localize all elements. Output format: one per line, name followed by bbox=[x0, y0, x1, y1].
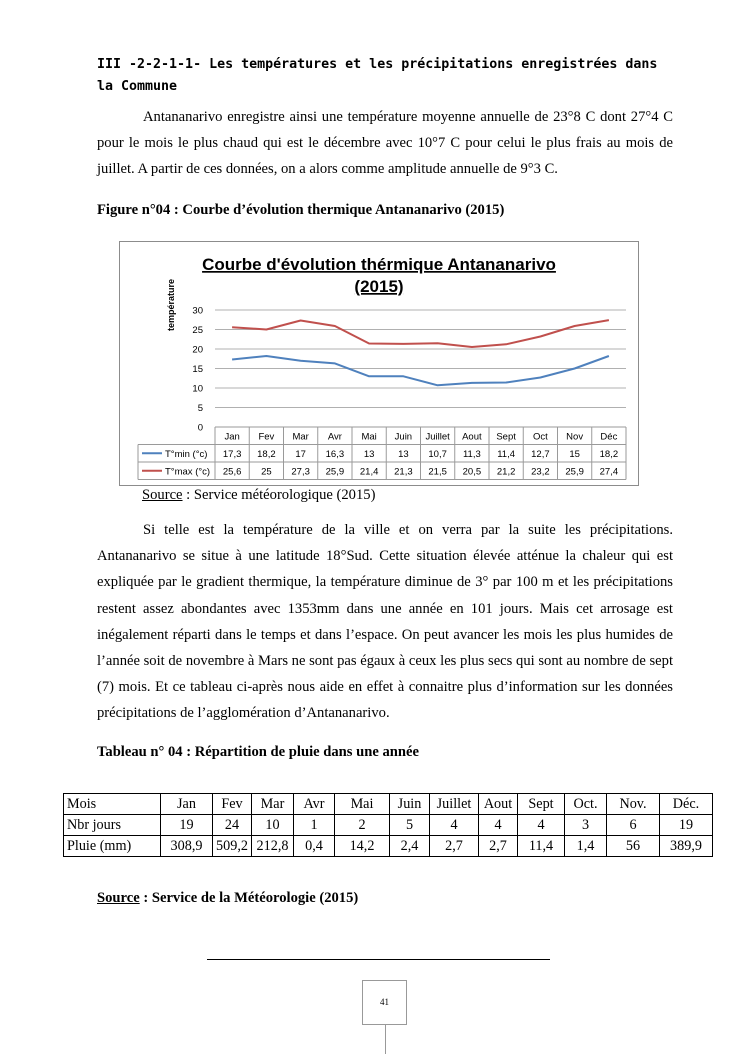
figure-caption: Figure n°04 : Courbe d’évolution thermique Antananarivo (2015) bbox=[97, 202, 505, 218]
table-cell: Nbr jours bbox=[64, 815, 161, 836]
table-cell: 509,2 bbox=[213, 836, 252, 857]
x-tick-label: Juin bbox=[394, 431, 413, 443]
table-cell: 2,7 bbox=[479, 836, 518, 857]
x-tick-label: Juillet bbox=[425, 431, 450, 443]
table-cell: 2,7 bbox=[430, 836, 479, 857]
table-cell: 0,4 bbox=[294, 836, 335, 857]
table-cell: 308,9 bbox=[161, 836, 213, 857]
y-tick-label: 5 bbox=[197, 403, 203, 414]
paragraph-precipitation: Si telle est la température de la ville et on verra par la suite les précipitations. Antananarivo se situe à une latitude 18°Sud. Cette situation élevée atténue la chaleur qui est expliquée par le gradient thermique, la température diminue de 3° par 100 m et les précipitations restent assez abondantes avec 1353mm dans une année en 101 jours. Mais cet arrosage est inégalement réparti dans le temps et dans l’espace. On peut avancer les mois les plus humides de l’année soit de novembre à Mars ne sont pas égaux à ceux les plus secs qui sont au nombre de sept (7) mois. Et ce tableau ci-après nous aide en effet à connaitre plus d’information sur les données précipitations de l’agglomération d’Antananarivo. bbox=[97, 522, 673, 722]
x-tick-label: Sept bbox=[496, 431, 516, 443]
data-label: 17 bbox=[295, 449, 306, 460]
table-row bbox=[64, 815, 713, 836]
table-cell: 2,4 bbox=[390, 836, 430, 857]
series-line-tmax bbox=[232, 320, 609, 347]
temperature-chart bbox=[119, 241, 639, 486]
table-cell: Déc. bbox=[660, 794, 713, 815]
table-cell: Avr bbox=[294, 794, 335, 815]
table-source: Source : Service de la Météorologie (2015) bbox=[97, 890, 359, 906]
x-tick-label: Mar bbox=[292, 431, 309, 443]
x-tick-label: Nov bbox=[566, 431, 584, 443]
table-cell: 14,2 bbox=[335, 836, 390, 857]
x-tick-label: Oct bbox=[532, 431, 548, 443]
table-cell: 24 bbox=[213, 815, 252, 836]
series-line-tmin bbox=[232, 356, 609, 385]
table-cell: 212,8 bbox=[252, 836, 294, 857]
data-label: 21,5 bbox=[428, 466, 447, 478]
data-label: 21,4 bbox=[359, 466, 379, 478]
table-cell: Mai bbox=[335, 794, 390, 815]
table-cell: Oct. bbox=[565, 794, 607, 815]
section-heading: III -2-2-1-1- Les températures et les précipitations enregistrées dans la Commune bbox=[97, 57, 658, 94]
table-cell: 6 bbox=[607, 815, 660, 836]
table-cell: Juin bbox=[390, 794, 430, 815]
table-cell: Jan bbox=[161, 794, 213, 815]
data-label: 21,3 bbox=[394, 466, 413, 478]
data-label: 25,9 bbox=[325, 466, 345, 478]
table-cell: 1 bbox=[294, 815, 335, 836]
data-label: 13 bbox=[363, 449, 375, 460]
data-label: 27,3 bbox=[291, 466, 310, 478]
table-row bbox=[64, 836, 713, 857]
data-label: 11,3 bbox=[462, 449, 481, 460]
table-cell: 19 bbox=[660, 815, 713, 836]
data-label: 18,2 bbox=[257, 449, 276, 460]
data-label: 13 bbox=[398, 449, 409, 460]
table-cell: Fev bbox=[213, 794, 252, 815]
table-cell: 10 bbox=[252, 815, 294, 836]
page-number-stem bbox=[385, 1024, 386, 1054]
data-label: 17,3 bbox=[222, 449, 242, 460]
data-label: 10,7 bbox=[428, 449, 447, 460]
table-cell: 4 bbox=[479, 815, 518, 836]
y-tick-label: 15 bbox=[192, 364, 203, 375]
data-label: 16,3 bbox=[325, 449, 345, 460]
table-cell: 1,4 bbox=[565, 836, 607, 857]
table-cell: Sept bbox=[518, 794, 565, 815]
chart-title: (2015) bbox=[354, 277, 404, 296]
table-cell: Pluie (mm) bbox=[64, 836, 161, 857]
y-tick-label: 30 bbox=[192, 305, 203, 317]
x-tick-label: Jan bbox=[224, 431, 240, 443]
table-cell: 389,9 bbox=[660, 836, 713, 857]
data-label: 18,2 bbox=[599, 449, 619, 460]
data-label: 25,6 bbox=[222, 466, 242, 478]
temperature-chart-svg bbox=[120, 242, 638, 485]
x-tick-label: Avr bbox=[327, 431, 342, 443]
table-cell: 3 bbox=[565, 815, 607, 836]
data-label: 23,2 bbox=[531, 466, 550, 478]
table-cell: 56 bbox=[607, 836, 660, 857]
rain-table bbox=[63, 793, 713, 857]
data-label: 15 bbox=[569, 449, 580, 460]
data-label: 20,5 bbox=[462, 466, 482, 478]
x-tick-label: Fev bbox=[258, 431, 275, 443]
paragraph-temperatures: Antananarivo enregistre ainsi une température moyenne annuelle de 23°8 C dont 27°4 C pour le mois le plus chaud qui est le décembre avec 10°7 C pour celui le plus frais au mois de juillet. A partir de ces données, on a alors comme amplitude annuelle de 9°3 C. bbox=[97, 109, 673, 178]
table-cell: 4 bbox=[518, 815, 565, 836]
data-label: 27,4 bbox=[599, 466, 619, 478]
page-number: 41 bbox=[362, 980, 407, 1025]
footer-divider bbox=[207, 959, 550, 960]
chart-title: Courbe d'évolution thérmique Antananarivo bbox=[202, 255, 556, 274]
data-label: 21,2 bbox=[496, 466, 516, 478]
table-header-row bbox=[64, 794, 713, 815]
x-tick-label: Déc bbox=[600, 431, 618, 443]
x-tick-label: Mai bbox=[361, 431, 377, 443]
legend-label: T°max (°c) bbox=[165, 466, 211, 478]
data-label: 12,7 bbox=[531, 449, 550, 460]
table-cell: 19 bbox=[161, 815, 213, 836]
figure-source: Source : Service météorologique (2015) bbox=[142, 487, 376, 503]
table-caption: Tableau n° 04 : Répartition de pluie dans une année bbox=[97, 744, 419, 760]
table-cell: 11,4 bbox=[518, 836, 565, 857]
y-tick-label: 20 bbox=[192, 344, 203, 356]
legend-label: T°min (°c) bbox=[165, 449, 208, 460]
y-axis-label: température bbox=[166, 278, 176, 332]
table-cell: 5 bbox=[390, 815, 430, 836]
data-label: 11,4 bbox=[497, 449, 516, 460]
table-cell: Mois bbox=[64, 794, 161, 815]
table-cell: Juillet bbox=[430, 794, 479, 815]
y-tick-label: 0 bbox=[197, 422, 203, 434]
data-label: 25 bbox=[261, 466, 272, 478]
x-tick-label: Aout bbox=[462, 431, 482, 443]
data-label: 25,9 bbox=[565, 466, 584, 478]
table-cell: 2 bbox=[335, 815, 390, 836]
y-tick-label: 25 bbox=[192, 325, 203, 336]
y-tick-label: 10 bbox=[192, 383, 203, 395]
table-cell: Nov. bbox=[607, 794, 660, 815]
table-cell: Aout bbox=[479, 794, 518, 815]
table-cell: Mar bbox=[252, 794, 294, 815]
table-cell: 4 bbox=[430, 815, 479, 836]
